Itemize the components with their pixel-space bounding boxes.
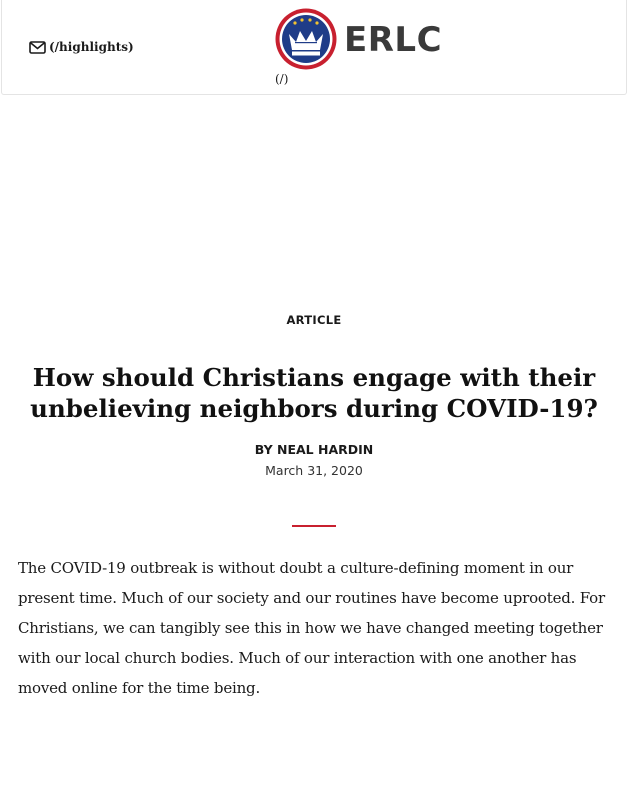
title-divider [292,525,336,527]
crown-seal-icon [274,7,338,71]
article-category[interactable]: ARTICLE [286,313,342,327]
site-header [1,0,627,95]
logo-wordmark: ERLC [344,20,443,60]
mail-icon [29,41,46,54]
highlights-link[interactable] [29,40,134,54]
article-body-paragraph: The COVID-19 outbreak is without doubt a culture-defining moment in our present time. Much of our society and our routines have become uprooted. For Christians, we can tangibly see this in how we have changed meeting together with our local church bodies. Much of our interaction with one another has moved online for the time being. [18,559,605,697]
highlights-link-label: (/highlights) [49,40,134,54]
article-date: March 31, 2020 [265,463,363,478]
article-byline[interactable]: BY NEAL HARDIN [254,442,374,457]
article-title: How should Christians engage with their unbelieving neighbors during COVID-19? [30,363,598,423]
erlc-logo[interactable] [274,7,442,71]
home-link[interactable]: (/) [275,72,289,86]
